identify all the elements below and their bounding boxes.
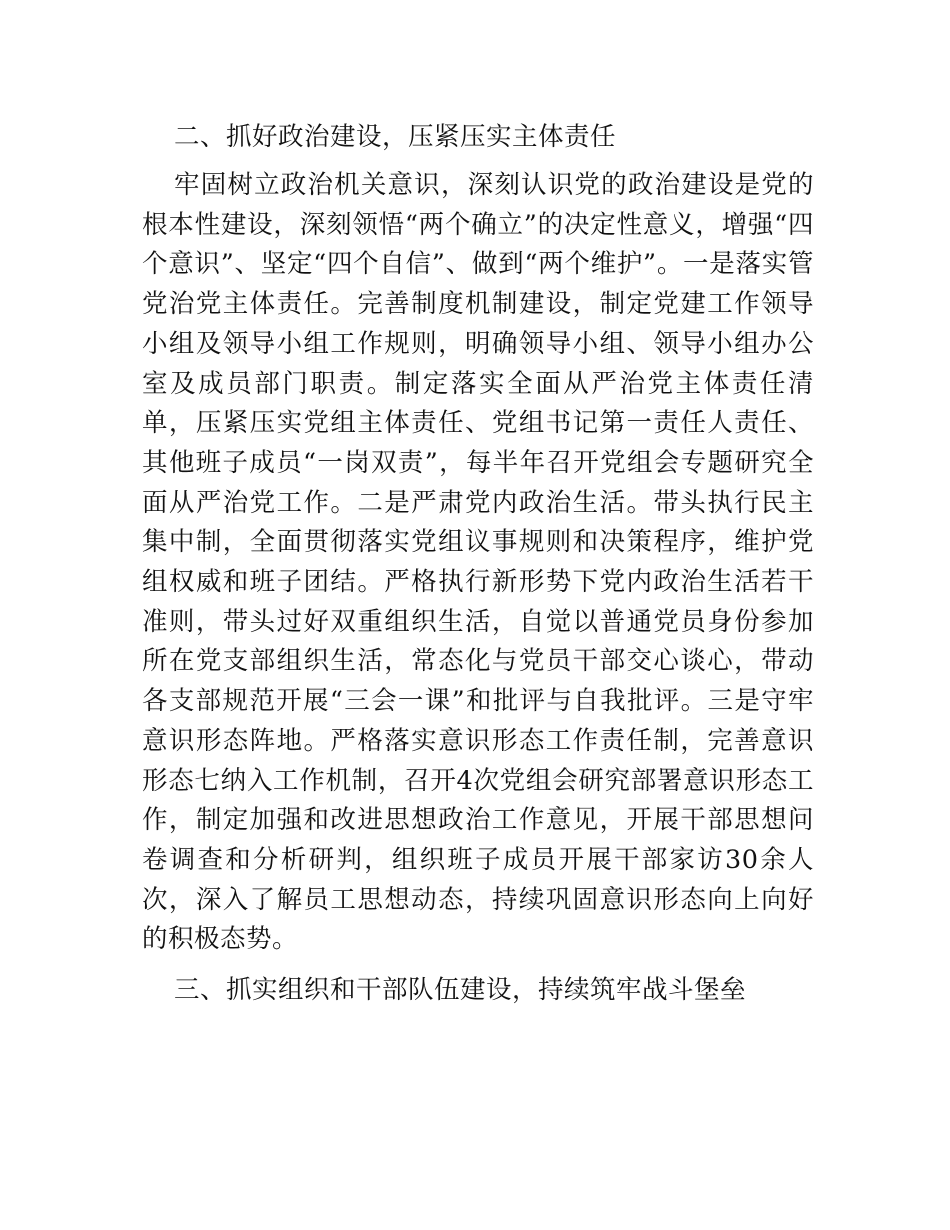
document-content [142,117,814,1010]
section-2-heading: 二、抓好政治建设，压紧压实主体责任 [174,122,617,152]
section-2-paragraph: 牢固树立政治机关意识，深刻认识党的政治建设是党的根本性建设，深刻领悟“两个确立”的决定性意义，增强“四个意识”、坚定“四个自信”、做到“两个维护”。一是落实管党治党主体责任。完善制度机制建设，制定党建工作领导小组及领导小组工作规则，明确领导小组、领导小组办公室及成员部门职责。制定落实全面从严治党主体责任清单，压紧压实党组主体责任、党组书记第一责任人责任、其他班子成员“一岗双责”，每半年召开党组会专题研究全面从严治党工作。二是严肃党内政治生活。带头执行民主集中制，全面贯彻落实党组议事规则和决策程序，维护党组权威和班子团结。严格执行新形势下党内政治生活若干准则，带头过好双重组织生活，自觉以普通党员身份参加所在党支部组织生活，常态化与党员干部交心谈心，带动各支部规范开展“三会一课”和批评与自我批评。三是守牢意识形态阵地。严格落实意识形态工作责任制，完善意识形态七纳入工作机制，召开4次党组会研究部署意识形态工作，制定加强和改进思想政治工作意见，开展干部思想问卷调查和分析研判，组织班子成员开展干部家访30余人次，深入了解员工思想动态，持续巩固意识形态向上向好的积极态势。 [142,170,814,955]
section-3-heading: 三、抓实组织和干部队伍建设，持续筑牢战斗堡垒 [174,975,747,1006]
